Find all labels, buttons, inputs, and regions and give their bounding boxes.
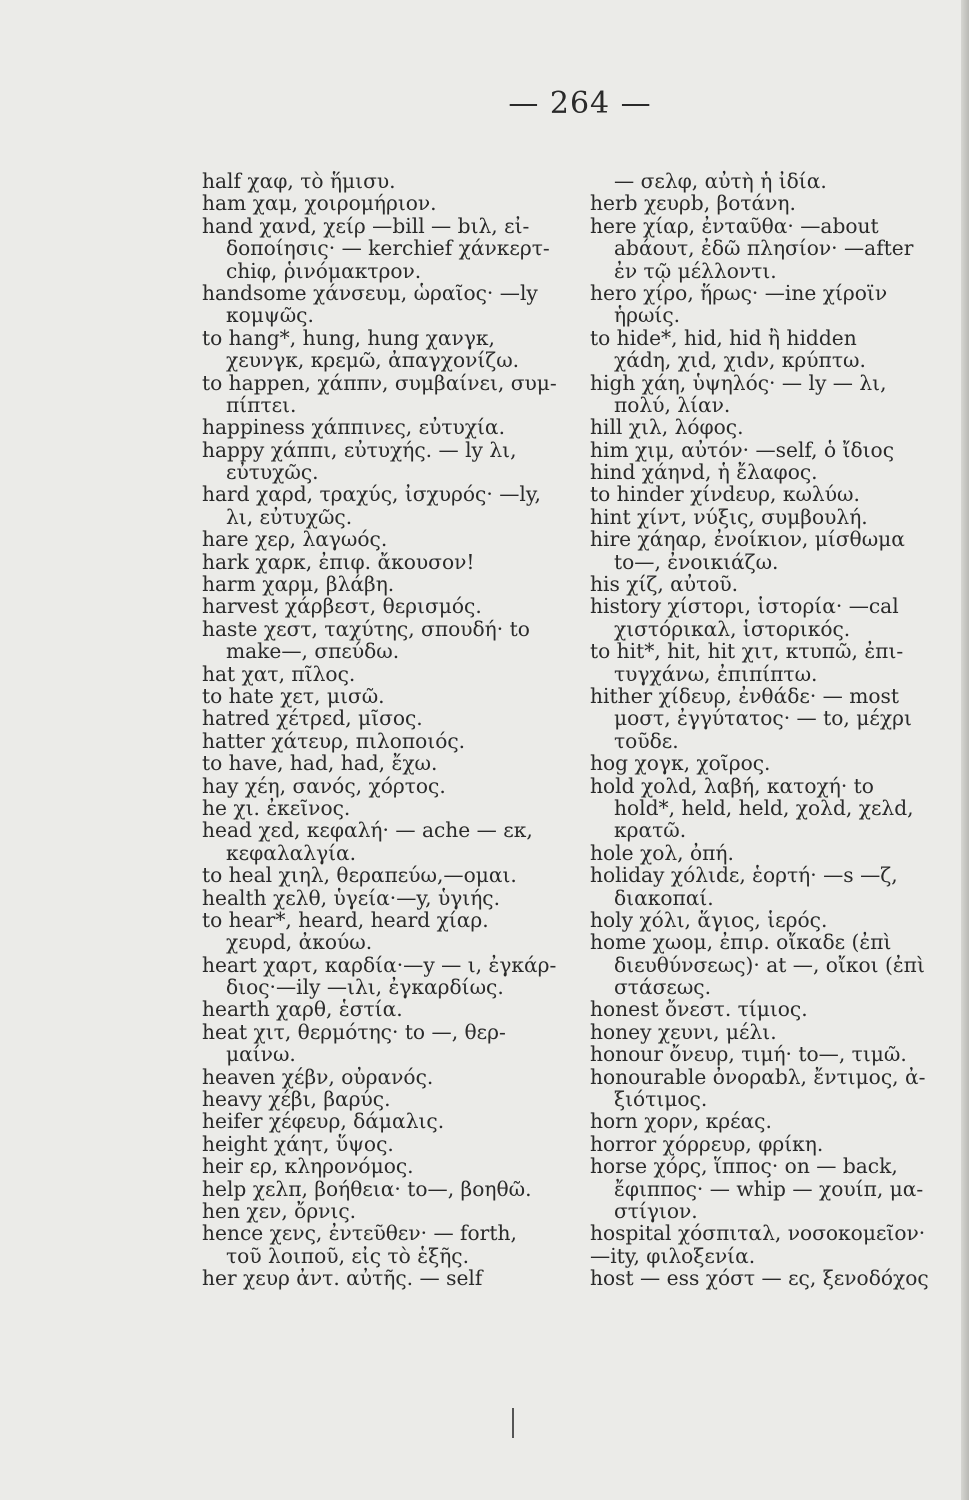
dictionary-line: χευρd, ἀκούω. xyxy=(226,930,373,955)
dictionary-line: to hear*, heard, heard χίαρ. xyxy=(202,907,489,932)
dictionary-line: make—, σπεύδω. xyxy=(226,639,400,664)
dictionary-line: μοστ, ἐγγύτατος· — to, μέχρι xyxy=(614,706,912,731)
dictionary-line: hither χίδευρ, ἐνθάδε· — most xyxy=(590,683,900,708)
dictionary-line: to heal χιηλ, θεραπεύω,—ομαι. xyxy=(202,863,517,888)
dictionary-line: χάdη, χιd, χιdν, κρύπτω. xyxy=(614,348,866,373)
dictionary-line: to hinder χίνdευρ, κωλύω. xyxy=(590,482,860,507)
dictionary-line: μαίνω. xyxy=(226,1042,296,1067)
dictionary-line: heir ερ, κληρονόμος. xyxy=(202,1154,414,1179)
dictionary-line: hark χαρκ, ἐπιφ. ἄκουσον! xyxy=(202,549,475,574)
dictionary-line: στάσεως. xyxy=(614,975,712,1000)
dictionary-line: hold χολd, λαβή, κατοχή· to xyxy=(590,773,874,798)
dictionary-line: honour ὄνευρ, τιμή· to—, τιμῶ. xyxy=(590,1042,907,1067)
dictionary-line: harvest χάρβεστ, θερισμός. xyxy=(202,594,482,619)
dictionary-line: hole χολ, ὀπή. xyxy=(590,840,734,865)
dictionary-line: haste χεστ, ταχύτης, σπουδή· to xyxy=(202,616,530,641)
dictionary-line: to have, had, had, ἔχω. xyxy=(202,751,438,776)
dictionary-line: ἔφιππος· — whip — χουίπ, μα- xyxy=(614,1176,924,1201)
dictionary-line: hearth χαρθ, ἑστία. xyxy=(202,997,403,1022)
dictionary-line: harm χαρμ, βλάβη. xyxy=(202,572,395,597)
dictionary-line: he χι. ἐκεῖνος. xyxy=(202,795,351,820)
dictionary-line: high χάη, ὑψηλός· — ly — λι, xyxy=(590,370,887,395)
dictionary-line: — σελφ, αὐτὴ ἡ ἰδία. xyxy=(614,170,827,193)
dictionary-line: holiday χόλιdε, ἑορτή· —s —ζ, xyxy=(590,863,898,888)
dictionary-line: ξιότιμος. xyxy=(614,1087,708,1112)
dictionary-line: hatter χάτευρ, πιλοποιός. xyxy=(202,728,466,753)
dictionary-line: hen χεν, ὄρνις. xyxy=(202,1198,357,1223)
dictionary-line: ham χαμ, χοιρομήριον. xyxy=(202,191,437,216)
dictionary-line: hence χενς, ἐντεῦθεν· — forth, xyxy=(202,1221,517,1246)
dictionary-line: hare χερ, λαγωός. xyxy=(202,527,388,552)
dictionary-line: handsome χάνσευμ, ὡραῖος· —ly xyxy=(202,280,538,305)
dictionary-line: κεφαλαλγία. xyxy=(226,840,357,865)
dictionary-line: hat χατ, πῖλος. xyxy=(202,661,356,686)
dictionary-line: hind χάηνd, ἡ ἔλαφος. xyxy=(590,460,818,485)
dictionary-line: κρατῶ. xyxy=(614,818,687,843)
dictionary-line: hospital χόσπιταλ, νοσοκομεῖον· xyxy=(590,1221,926,1246)
dictionary-line: him χιμ, αὐτόν· —self, ὁ ἴδιος xyxy=(590,437,895,462)
dictionary-line: —ity, φιλοξενία. xyxy=(590,1243,756,1268)
dictionary-line: hero χίρο, ἥρως· —ine χίροϊν xyxy=(590,280,888,305)
dictionary-line: honey χευνι, μέλι. xyxy=(590,1019,777,1044)
dictionary-line: horse χόρς, ἵππος· on — back, xyxy=(590,1154,898,1179)
dictionary-line: διακοπαί. xyxy=(614,885,714,910)
dictionary-line: πολύ, λίαν. xyxy=(614,392,731,417)
dictionary-line: horror χόρρευρ, φρίκη. xyxy=(590,1131,824,1156)
dictionary-line: hard χαρd, τραχύς, ἰσχυρός· —ly, xyxy=(202,482,541,507)
dictionary-line: half χαφ, τὸ ἥμισυ. xyxy=(202,169,396,193)
dictionary-line: λι, εὐτυχῶς. xyxy=(226,504,353,529)
dictionary-line: heifer χέφευρ, δάμαλις. xyxy=(202,1109,445,1134)
dictionary-line: hatred χέτρεd, μῖσος. xyxy=(202,706,423,731)
page-number: — 264 — xyxy=(508,86,652,121)
dictionary-line: hint χίντ, νύξις, συμβουλή. xyxy=(590,504,868,529)
dictionary-line: happiness χάππινες, εὐτυχία. xyxy=(202,415,505,440)
dictionary-line: honourable ὀνοραbλ, ἔντιμος, ἀ- xyxy=(590,1064,926,1089)
dictionary-line: χευνγκ, κρεμῶ, ἀπαγχονίζω. xyxy=(226,348,520,373)
dictionary-line: hill χιλ, λόφος. xyxy=(590,415,744,440)
dictionary-line: holy χόλι, ἅγιος, ἱερός. xyxy=(590,907,828,932)
dictionary-line: her χευρ ἀντ. αὐτῆς. — self xyxy=(202,1266,483,1291)
dictionary-line: to hang*, hung, hung χανγκ, xyxy=(202,325,495,350)
dictionary-line: εὐτυχῶς. xyxy=(226,460,319,485)
dictionary-line: his χίζ, αὐτοῦ. xyxy=(590,572,739,597)
dictionary-line: to—, ἐνοικιάζω. xyxy=(614,549,779,574)
dictionary-line: host — ess χόστ — ες, ξενοδόχος xyxy=(590,1266,929,1290)
dictionary-line: τυγχάνω, ἐπιπίπτω. xyxy=(614,661,818,686)
left-dictionary-column xyxy=(202,170,580,1290)
dictionary-line: hog χογκ, χοῖρος. xyxy=(590,751,771,776)
right-dictionary-column xyxy=(590,170,960,1290)
dictionary-line: home χωομ, ἐπιρ. οἴκαδε (ἐπὶ xyxy=(590,930,892,955)
dictionary-line: herb χευρb, βοτάνη. xyxy=(590,191,796,216)
dictionary-line: διευθύνσεως)· at —, οἴκοι (ἐπὶ xyxy=(614,952,925,977)
dictionary-line: heart χαρτ, καρδία·—y — ι, ἐγκάρ- xyxy=(202,952,557,977)
page-edge xyxy=(961,0,969,1500)
stray-ink-mark xyxy=(512,1408,514,1438)
dictionary-line: τοῦ λοιποῦ, εἰς τὸ ἑξῆς. xyxy=(226,1243,470,1268)
dictionary-line: health χελθ, ὑγεία·—y, ὑγιής. xyxy=(202,885,501,910)
dictionary-line: κομψῶς. xyxy=(226,303,314,328)
dictionary-line: ἐν τῷ μέλλοντι. xyxy=(614,258,777,283)
dictionary-line: hay χέη, σανός, χόρτος. xyxy=(202,773,446,798)
dictionary-line: στίγιον. xyxy=(614,1198,698,1223)
dictionary-line: honest ὄνεστ. τίμιος. xyxy=(590,997,808,1022)
dictionary-line: χιστόρικαλ, ἱστορικός. xyxy=(614,616,851,641)
dictionary-line: chiφ, ῥινόμακτρον. xyxy=(226,258,422,283)
dictionary-line: here χίαρ, ἐνταῦθα· —about xyxy=(590,213,879,238)
dictionary-line: διος·—ily —ιλι, ἐγκαρδίως. xyxy=(226,975,504,1000)
dictionary-line: head χεd, κεφαλή· — ache — εκ, xyxy=(202,818,533,843)
dictionary-line: heat χιτ, θερμότης· to —, θερ- xyxy=(202,1019,506,1044)
dictionary-line: to hit*, hit, hit χιτ, κτυπῶ, ἐπι- xyxy=(590,639,904,664)
dictionary-line: hand χανd, χείρ —bill — bιλ, εἰ- xyxy=(202,213,530,238)
dictionary-line: happy χάππι, εὐτυχής. — ly λι, xyxy=(202,437,517,462)
dictionary-line: τοῦδε. xyxy=(614,728,679,753)
dictionary-line: ἡρωίς. xyxy=(614,303,681,328)
dictionary-line: heavy χέβι, βαρύς. xyxy=(202,1087,391,1112)
dictionary-line: horn χορν, κρέας. xyxy=(590,1109,772,1134)
dictionary-line: heaven χέβν, οὐρανός. xyxy=(202,1064,434,1089)
dictionary-line: height χάητ, ὕψος. xyxy=(202,1131,394,1156)
dictionary-line: πίπτει. xyxy=(226,392,297,417)
dictionary-line: to hate χετ, μισῶ. xyxy=(202,683,385,708)
dictionary-line: hire χάηαρ, ἐνοίκιον, μίσθωμα xyxy=(590,527,905,552)
dictionary-line: history χίστορι, ἱστορία· —cal xyxy=(590,594,899,619)
dictionary-line: abάουτ, ἐδῶ πλησίον· —after xyxy=(614,236,914,261)
dictionary-line: hold*, held, held, χολd, χελd, xyxy=(614,795,914,820)
dictionary-line: to hide*, hid, hid ἢ hidden xyxy=(590,325,857,350)
dictionary-line: δοποίησις· — kerchief χάνκερτ- xyxy=(226,236,550,261)
dictionary-line: help χελπ, βοήθεια· to—, βοηθῶ. xyxy=(202,1176,532,1201)
dictionary-line: to happen, χάππν, συμβαίνει, συμ- xyxy=(202,370,557,395)
